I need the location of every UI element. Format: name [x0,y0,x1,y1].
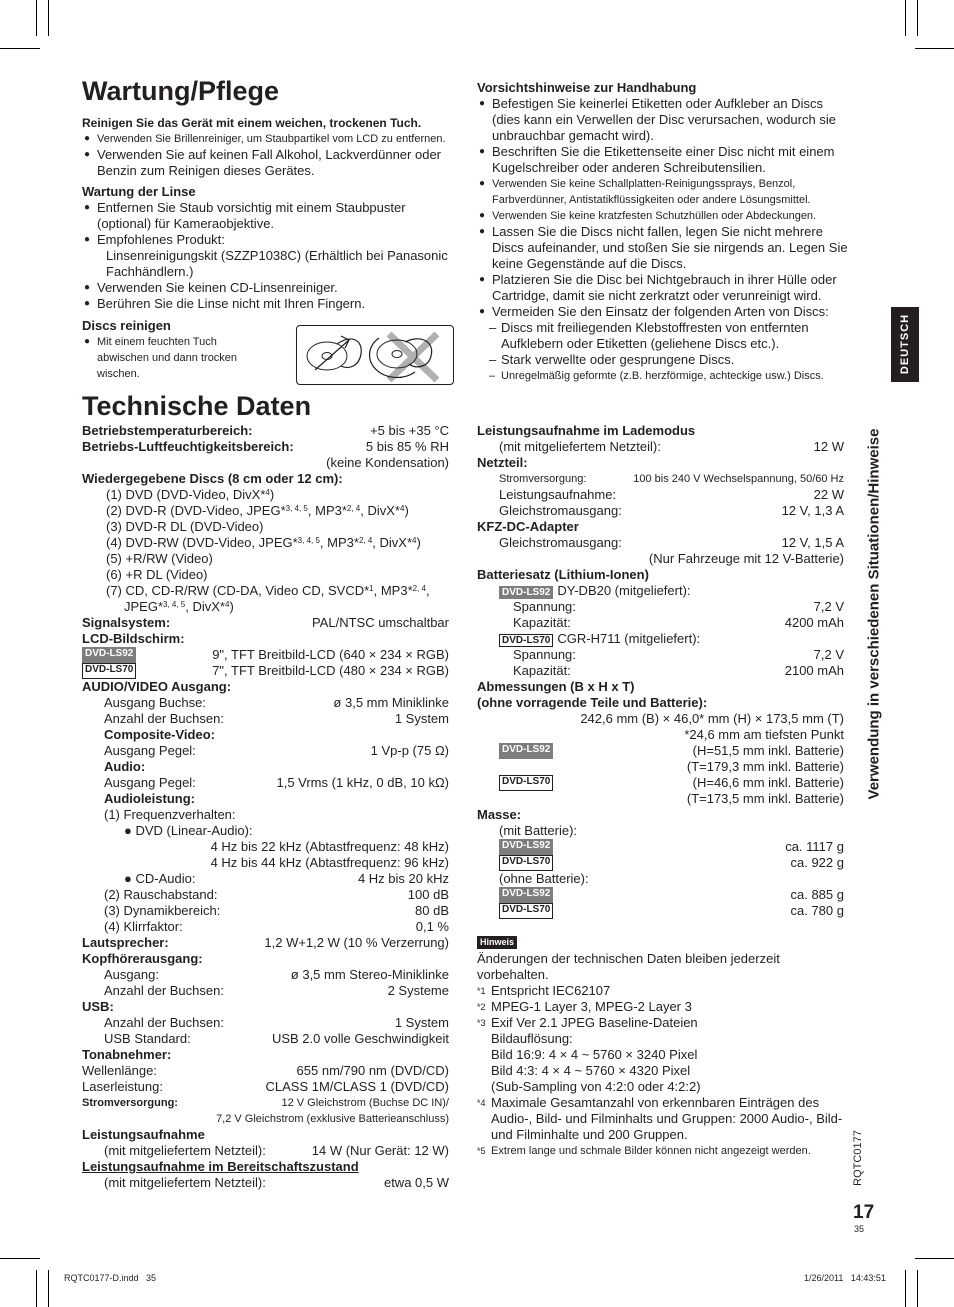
list-item: ● Verwenden Sie Brillenreiniger, um Staubpartikel vom LCD zu entfernen. [82,131,454,147]
spec-note: (keine Kondensation) [326,455,449,470]
list-item: ● Befestigen Sie keinerlei Etiketten oder Aufkleber an Discs (dies kann ein Verwellen der Disc verursachen, wodurch sie unbrauchbar gemacht wird). [477,96,851,144]
spec-row: USB Standard: USB 2.0 volle Geschwindigkeit [104,1031,449,1046]
list-item: ● Vermeiden Sie den Einsatz der folgenden Arten von Discs: [477,304,851,320]
spec-subheading: ● DVD (Linear-Audio): [124,823,253,838]
hinweis-badge: Hinweis [477,936,517,949]
footer-file: RQTC0177-D.indd 35 [64,1273,157,1283]
spec-row: (mit mitgeliefertem Netzteil): 12 W [499,439,844,454]
spec-row: Betriebs-Luftfeuchtigkeitsbereich: 5 bis 85 % RH [82,439,449,454]
spec-row: Laserleistung: CLASS 1M/CLASS 1 (DVD/CD) [82,1079,449,1094]
spec-value: 4 Hz bis 22 kHz (Abtastfrequenz: 48 kHz) [210,839,449,854]
spec-heading: Leistungsaufnahme [82,1127,205,1142]
spec-row: Stromversorgung: 12 V Gleichstrom (Buchse DC IN)/ [82,1097,449,1109]
disc-icon [297,326,453,384]
spec-row: DVD-LS70 7", TFT Breitbild-LCD (480 × 234 × RGB) [82,663,449,679]
page-number-small: 35 [854,1224,865,1234]
linse-heading: Wartung der Linse [82,184,196,199]
model-badge: DVD-LS70 [499,634,553,647]
spec-row: Ausgang Buchse: ø 3,5 mm Miniklinke [104,695,449,710]
list-item: – Stark verwellte oder gesprungene Discs. [477,352,851,368]
spec-subheading: (ohne Batterie): [499,871,589,886]
spec-heading: Abmessungen (B x H x T) [477,679,635,694]
tech-left-column [82,423,449,1191]
spec-heading: Kopfhörerausgang: [82,951,203,966]
disc-item: (2) DVD-R (DVD-Video, JPEG*$^{3, 4, 5}$, MP3*$^{2, 4}$, DivX*$^4$) [106,503,409,518]
crop-mark [48,0,49,36]
tech-right-column [477,423,844,1159]
spec-subheading: Audioleistung: [104,791,195,806]
model-badge: DVD-LS70 [499,775,553,791]
footnote: *4 Maximale Gesamtanzahl von erkennbaren Einträgen des Audio-, Bild- und Filminhalts und Gruppen: 2000 Audio-, Bild- und Filminhalte und 200 Gruppen. [477,1095,843,1142]
spec-row: DVD-LS70 ca. 922 g [477,855,844,871]
discs-heading: Discs reinigen [82,318,171,333]
list-item: ● Beschriften Sie die Etikettenseite einer Disc nicht mit einem Kugelschreiber oder anderen Schreibutensilien. [477,144,851,176]
page-title-technische: Technische Daten [82,391,312,421]
crop-mark [48,1270,49,1307]
spec-row: Gleichstromausgang: 12 V, 1,3 A [499,503,844,518]
section-label: Verwendung in verschiedenen Situationen/Hinweise [865,428,883,800]
spec-row: Anzahl der Buchsen: 2 Systeme [104,983,449,998]
spec-row: (mit mitgeliefertem Netzteil): etwa 0,5 W [104,1175,449,1190]
spec-subheading: (1) Frequenzverhalten: [104,807,236,822]
spec-heading: Batteriesatz (Lithium-Ionen) [477,567,649,582]
page-number: 17 [853,1202,875,1223]
crop-mark [0,48,40,49]
spec-row: Betriebstemperaturbereich: +5 bis +35 °C [82,423,449,438]
model-badge: DVD-LS70 [499,855,553,871]
spec-value: 7,2 V Gleichstrom (exklusive Batterieanschluss) [216,1113,449,1125]
spec-heading: (ohne vorragende Teile und Batterie): [477,695,708,710]
disc-item: (5) +R/RW (Video) [106,551,213,566]
spec-row: Stromversorgung: 100 bis 240 V Wechselspannung, 50/60 Hz [499,473,844,485]
disc-item: (6) +R DL (Video) [106,567,208,582]
spec-row: (4) Klirrfaktor: 0,1 % [104,919,449,934]
handhabung-section [477,80,851,384]
spec-row: Kapazität: 4200 mAh [513,615,844,630]
spec-row: Leistungsaufnahme: 22 W [499,487,844,502]
crop-mark [905,0,906,36]
crop-mark [36,1270,37,1307]
spec-row: Kapazität: 2100 mAh [513,663,844,678]
linse-product: Linsenreinigungskit (SZZP1038C) (Erhältlich bei Panasonic Fachhändlern.) [106,248,448,279]
list-item: ● Verwenden Sie keine Schallplatten-Reinigungssprays, Benzol, Farbverdünner, Antistatikflüssigkeiten oder andere Lösungsmittel. [477,176,851,208]
disc-item: (3) DVD-R DL (DVD-Video) [106,519,264,534]
crop-mark [905,1270,906,1307]
spec-heading: Leistungsaufnahme im Lademodus [477,423,696,438]
crop-mark [0,1258,40,1259]
spec-row: DVD-LS70 (H=46,6 mm inkl. Batterie) [477,775,844,791]
model-badge: DVD-LS92 [82,647,136,663]
spec-heading: Leistungsaufnahme im Bereitschaftszustand [82,1159,359,1174]
wartung-intro: Reinigen Sie das Gerät mit einem weichen, trockenen Tuch. [82,116,422,130]
crop-mark [36,0,37,36]
spec-row: Gleichstromausgang: 12 V, 1,5 A [499,535,844,550]
spec-row: Lautsprecher: 1,2 W+1,2 W (10 % Verzerrung) [82,935,449,950]
spec-subheading: (mit Batterie): [499,823,578,838]
spec-row: Anzahl der Buchsen: 1 System [104,1015,449,1030]
spec-value: (T=179,3 mm inkl. Batterie) [686,759,844,774]
spec-heading: LCD-Bildschirm: [82,631,185,646]
list-item: ● Verwenden Sie keine kratzfesten Schutzhüllen oder Abdeckungen. [477,208,851,224]
disc-item: (4) DVD-RW (DVD-Video, JPEG*$^{3, 4, 5}$, MP3*$^{2, 4}$, DivX*$^4$) [106,535,421,550]
spec-row: DVD-LS92 ca. 1117 g [477,839,844,855]
crop-mark [917,1270,918,1307]
disc-item: (1) DVD (DVD-Video, DivX*$^4$) [106,487,275,502]
language-label: DEUTSCH [899,313,911,375]
spec-row: Ausgang: ø 3,5 mm Stereo-Miniklinke [104,967,449,982]
disc-item: JPEG*$^{3, 4, 5}$, DivX*$^4$) [124,599,234,614]
page-title-wartung: Wartung/Pflege [82,76,280,106]
spec-row: ● CD-Audio: 4 Hz bis 20 kHz [124,871,449,886]
list-item: ● Lassen Sie die Discs nicht fallen, legen Sie nicht mehrere Discs aufeinander, und stoßen Sie sie nirgends an. Legen Sie keine Gegenstände auf die Discs. [477,224,851,272]
footnote: *2 MPEG-1 Layer 3, MPEG-2 Layer 3 [477,999,692,1014]
list-item: ● Verwenden Sie keinen CD-Linsenreiniger. [82,280,454,296]
model-badge: DVD-LS70 [499,903,553,919]
spec-heading: Netzteil: [477,455,528,470]
model-badge: DVD-LS92 [499,743,553,759]
spec-heading: Tonabnehmer: [82,1047,172,1062]
crop-mark [917,0,918,36]
list-item: – Discs mit freiliegenden Klebstoffresten von entfernten Aufklebern oder Etiketten (geliehene Discs etc.). [477,320,851,352]
language-tab [891,307,919,382]
spec-row: DVD-LS70 ca. 780 g [477,903,844,919]
hinweis-text: Änderungen der technischen Daten bleiben jederzeit vorbehalten. [477,951,780,982]
spec-row: (3) Dynamikbereich: 80 dB [104,903,449,918]
spec-note: (Nur Fahrzeuge mit 12 V-Batterie) [648,551,844,566]
spec-heading: Masse: [477,807,522,822]
model-badge: DVD-LS92 [499,839,553,855]
spec-value: 4 Hz bis 44 kHz (Abtastfrequenz: 96 kHz) [210,855,449,870]
spec-heading: USB: [82,999,114,1014]
spec-row: DVD-LS92 ca. 885 g [477,887,844,903]
spec-row: Wellenlänge: 655 nm/790 nm (DVD/CD) [82,1063,449,1078]
spec-row: Anzahl der Buchsen: 1 System [104,711,449,726]
handhabung-heading: Vorsichtshinweise zur Handhabung [477,80,697,95]
spec-subheading: Audio: [104,759,146,774]
list-item: ● Verwenden Sie auf keinen Fall Alkohol, Lackverdünner oder Benzin zum Reinigen dieses Gerätes. [82,147,454,179]
spec-note: *24,6 mm am tiefsten Punkt [684,727,844,742]
spec-heading: AUDIO/VIDEO Ausgang: [82,679,232,694]
spec-row: Signalsystem: PAL/NTSC umschaltbar [82,615,449,630]
model-badge: DVD-LS92 [499,887,553,903]
spec-value: (T=173,5 mm inkl. Batterie) [686,791,844,806]
footnote: *3 Exif Ver 2.1 JPEG Baseline-Dateien Bildauflösung: Bild 16:9: 4 × 4 ~ 5760 × 3240 Pixel Bild 4:3: 4 × 4 ~ 5760 × 4320 Pixel (Sub-Sampling von 4:2:0 oder 4:2:2) [477,1015,701,1094]
list-item: – Unregelmäßig geformte (z.B. herzförmige, achteckige usw.) Discs. [477,368,851,384]
disc-cleaning-illustration [296,325,454,385]
list-item: ● Mit einem feuchten Tuch abwischen und dann trocken wischen. [82,334,262,382]
list-item: ● Empfohlenes Produkt: [82,232,454,248]
spec-heading: KFZ-DC-Adapter [477,519,579,534]
disc-item: (7) CD, CD-R/RW (CD-DA, Video CD, SVCD*$^1$, MP3*$^{2, 4}$, [106,583,430,598]
spec-row: Ausgang Pegel: 1 Vp-p (75 Ω) [104,743,449,758]
spec-row: (2) Rauschabstand: 100 dB [104,887,449,902]
spec-row: Spannung: 7,2 V [513,599,844,614]
spec-row: DVD-LS92 9", TFT Breitbild-LCD (640 × 234 × RGB) [82,647,449,663]
spec-heading: Wiedergegebene Discs (8 cm oder 12 cm): [82,471,343,486]
spec-subheading: Composite-Video: [104,727,215,742]
spec-row: (mit mitgeliefertem Netzteil): 14 W (Nur Gerät: 12 W) [104,1143,449,1158]
list-item: ● Platzieren Sie die Disc bei Nichtgebrauch in ihrer Hülle oder Cartridge, damit sie nicht zerkratzt oder verunreinigt wird. [477,272,851,304]
model-badge: DVD-LS70 [82,663,136,679]
crop-mark [915,1258,954,1259]
hinweis-block [477,933,844,949]
battery-row: DVD-LS92 DY-DB20 (mitgeliefert): [477,583,844,599]
list-item: ● Berühren Sie die Linse nicht mit Ihren Fingern. [82,296,454,312]
battery-row: DVD-LS70 CGR-H711 (mitgeliefert): [477,631,844,647]
list-item: ● Entfernen Sie Staub vorsichtig mit einem Staubpuster (optional) für Kameraobjektive. [82,200,454,232]
spec-row: Ausgang Pegel: 1,5 Vrms (1 kHz, 0 dB, 10 kΩ) [104,775,449,790]
spec-row: Spannung: 7,2 V [513,647,844,662]
footnote: *5 Extrem lange und schmale Bilder können nicht angezeigt werden. [477,1145,811,1157]
footer-date: 1/26/2011 14:43:51 [804,1273,886,1283]
model-badge: DVD-LS92 [499,586,553,599]
crop-mark [915,48,954,49]
spec-value: 242,6 mm (B) × 46,0* mm (H) × 173,5 mm (T) [580,711,844,726]
doc-code: RQTC0177 [852,1130,864,1186]
spec-row: DVD-LS92 (H=51,5 mm inkl. Batterie) [477,743,844,759]
footnote: *1 Entspricht IEC62107 [477,983,611,998]
